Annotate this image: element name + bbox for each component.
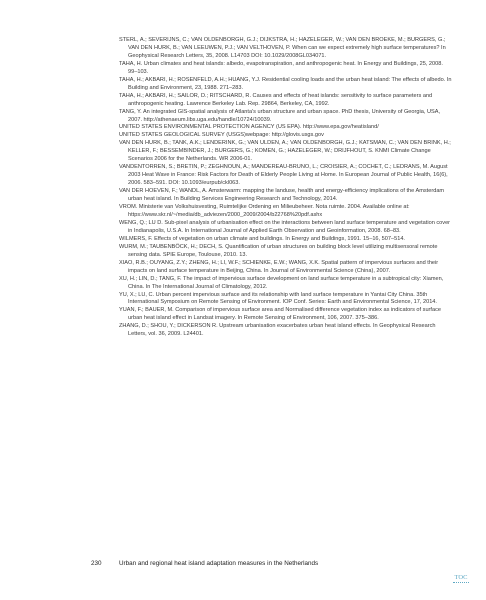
reference-item: VAN DER HOEVEN, F.; WANDL, A. Amsterwarm: mapping the landuse, health and energy-efficiency implications of the Amsterdam urban heat island. In Building Services Engineering Research and Technology, 2014. [119, 188, 445, 203]
reference-item: UNITED STATES GEOLOGICAL SURVEY (USGS)webpage: http://glovis.usgs.gov [119, 132, 324, 139]
reference-item: WENG, Q.; LU D. Sub-pixel analysis of urbanisation effect on the interactions between land surface temperature and vegetation cover in Indianapolis, U.S.A. In International Journal of Applied Earth Observation and Geoinformation, 2008. 68–83. [119, 219, 451, 234]
reference-item: VAN DEN HURK, B.; TANK, A.K.; LENDERINK, G.; VAN ULDEN, A.; VAN OLDENBORGH, G.J.; KATSMAN, C.; VAN DEN BRINK, H.; KELLER, F.; BESSEMBINDER, J.; BURGERS, G.; KOMEN, G.; HAZELEGER, W.; DRIJFHOUT, S. KNMI Climate Change Scenarios 2006 for the Netherlands. WR 2006-01. [119, 140, 451, 163]
reference-item: TANG, Y. An integrated GIS-spatial analysis of Atlanta's urban structure and urban space. PhD thesis, University of Georgia, USA, 2007. http://athenaeum.libs.uga.edu/handle/10724/10039. [119, 108, 441, 123]
reference-item: XU, H.; LIN, D.; TANG, F. The impact of impervious surface development on land surface temperature in a subtropical city: Xiamen, China. In The International Journal of Climatology, 2012. [119, 275, 444, 290]
reference-item: VANDENTORREN, S.; BRETIN, P.; ZEGHNOUN, A.; MANDEREAU-BRUNO, L.; CROISIER, A.; COCHET, C.; LEDRANS, M. August 2003 Heat Wave in France: Risk Factors for Death of Elderly People Living at Home. In European Journal of Public Health, 16(6), 2006. 583–591. DOI: 10.1093/eurpub/ckl063. [119, 164, 448, 187]
reference-item: ZHANG, D.; SHOU, Y.; DICKERSON R. Upstream urbanisation exacerbates urban heat island effects. In Geophysical Research Letters, vol. 36, 2009. L24401. [119, 323, 436, 338]
running-title: Urban and regional heat island adaptation measures in the Netherlands [119, 560, 319, 567]
page-number: 230 [91, 560, 102, 567]
reference-item: STERL, A.; SEVERIJNS, C.; VAN OLDENBORGH, G.J.; DIJKSTRA, H.; HAZELEGER, W.; VAN DEN BROEKE, M.; BURGERS, G.; VAN DEN HURK, B.; VAN LEEUWEN, P.J.; VAN VELTHOVEN, P. When can we expect extremely high surface temperatures? In Geophysical Research Letters, 35, 2008. L14703 DOI: 10.1029/2008GL034071. [119, 37, 446, 59]
reference-item: WURM, M.; TAUBENBÖCK, H.; DECH, S. Quantification of urban structures on building block level utilizing multisensoral remote sensing data. SPIE Europe, Toulouse, 2010. 13. [119, 243, 438, 258]
reference-item: UNITED STATES ENVIRONMENTAL PROTECTION AGENCY (US EPA). http://www.epa.gov/heatisland/ [119, 124, 379, 131]
reference-item: TAHA, H.; AKBARI, H.; ROSENFELD, A.H.; HUANG, Y.J. Residential cooling loads and the urban heat island: The effects of albedo. In Building and Environment, 23, 1988. 271–283. [119, 76, 452, 91]
reference-item: TAHA, H. Urban climates and heat islands: albedo, evapotranspiration, and anthropogenic heat. In Energy and Buildings, 25, 2008. 99–103. [119, 60, 443, 75]
reference-item: WILMERS, F. Effects of vegetation on urban climate and buildings. In Energy and Buildings, 1991. 15–16, 507–514. [119, 235, 405, 242]
reference-item: YU, X.; LU, C. Urban percent impervious surface and its relationship with land surface temperature in Yantai City China. 35th International Symposium on Remote Sensing of Environment. IOP Conf. Series: Earth and Environmental Science, 17, 2014. [119, 291, 437, 306]
reference-list [119, 37, 452, 339]
page-footer [0, 560, 486, 572]
reference-item: YUAN, F.; BAUER, M. Comparison of impervious surface area and Normalised difference vegetation index as indicators of surface urban heat island effect in Landsat imagery. In Remote Sensing of Environment, 106, 2007. 375–386. [119, 307, 441, 322]
reference-item: TAHA, H.; AKBARI, H.; SAILOR, D.; RITSCHARD, R. Causes and effects of heat islands: sensitivity to surface parameters and anthropogenic heating. Lawrence Berkeley Lab. Rep. 29864, Berkeley, CA, 1992. [119, 92, 433, 107]
toc-underline [453, 582, 469, 584]
reference-item: XIAO, R.B.; OUYANG, Z.Y.; ZHENG, H.; LI, W.F.; SCHIENKE, E.W.; WANG, X.K. Spatial pattern of impervious surfaces and their impacts on land surface temperature in Beijing, China. In Journal of Environmental Science (China), 2007. [119, 259, 439, 274]
toc-link[interactable]: TOC [454, 574, 468, 581]
reference-item: VROM. Ministerie van Volkshuisvesting, Ruimtelijke Ordening en Milieubeheer. Nota ruimte. 2004. Available online at: https://www.skr.nl/~/media/db_adviezen/2000_2009/2004/b22768%20pdf.ashx [119, 204, 410, 218]
